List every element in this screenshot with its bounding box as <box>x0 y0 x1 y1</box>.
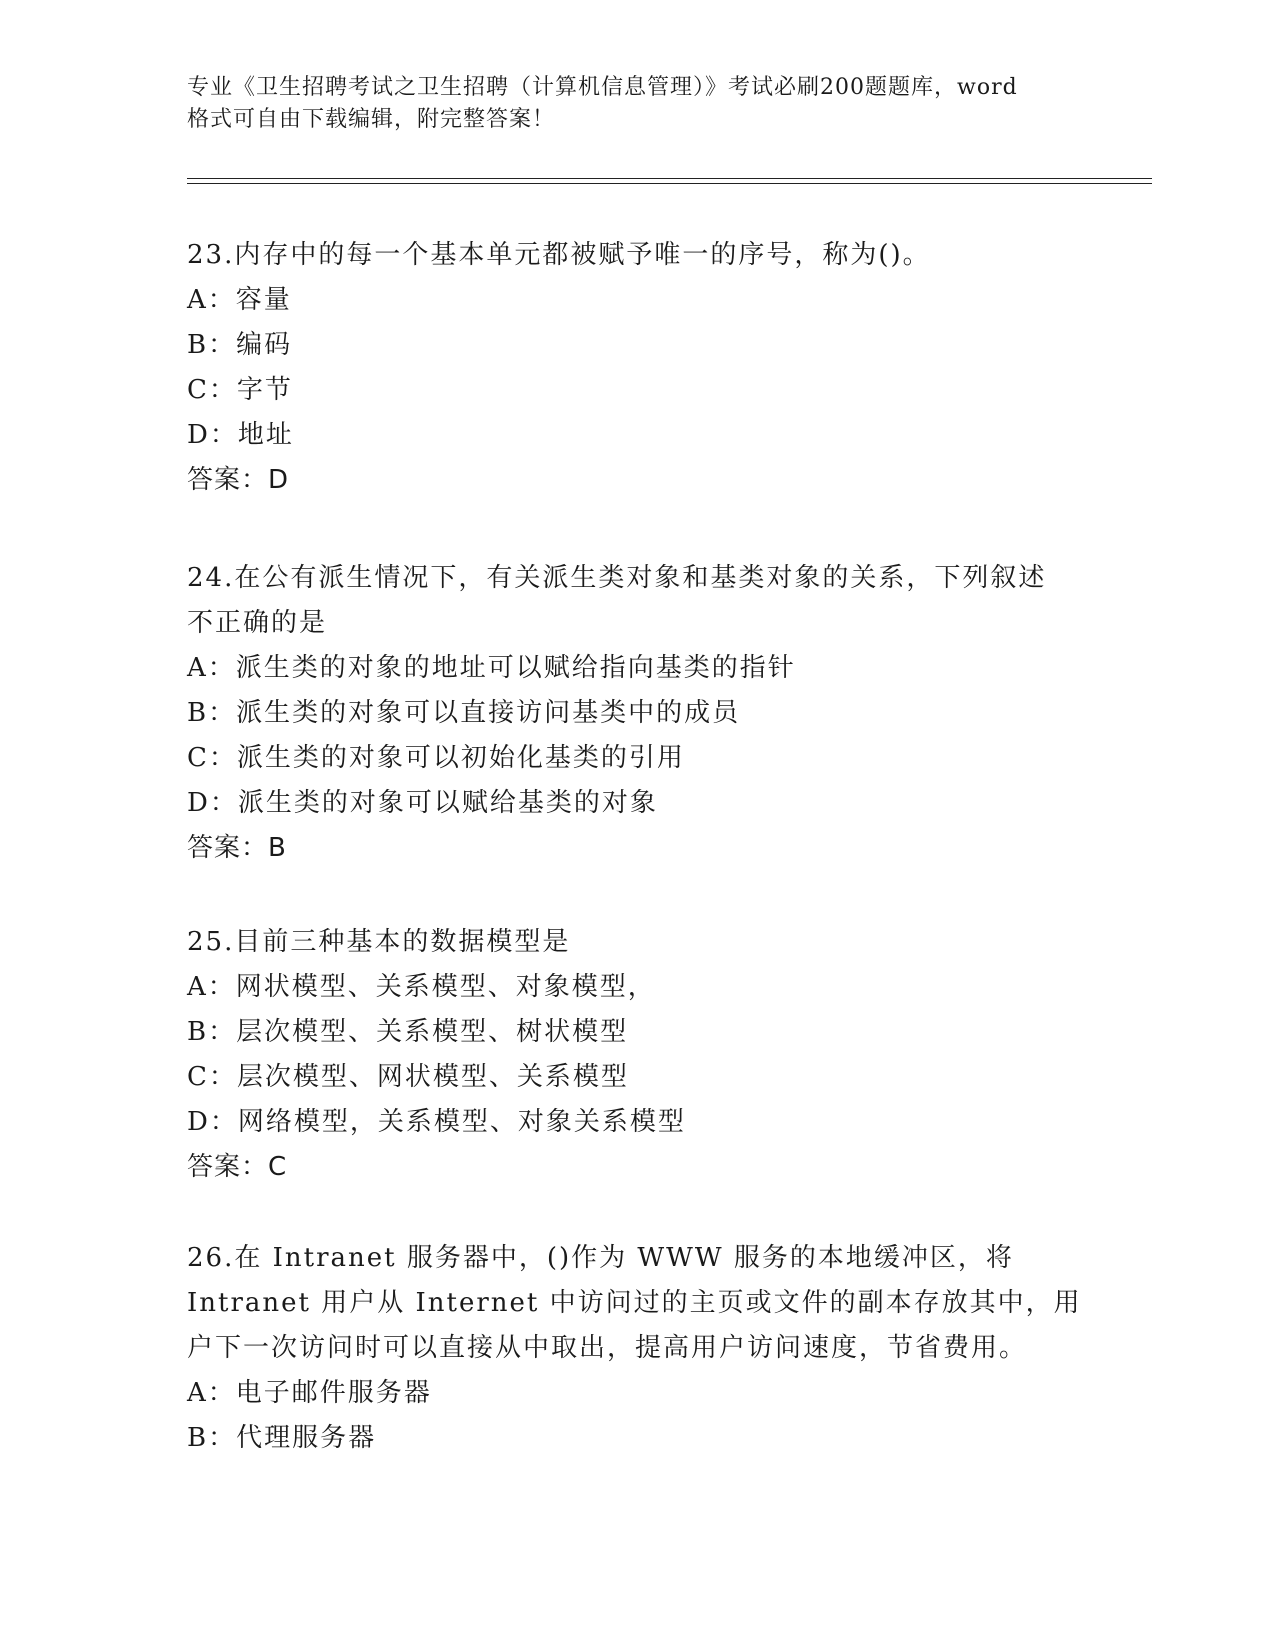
answer-option-a: A：网状模型、关系模型、对象模型， <box>187 972 656 1002</box>
answer-option-a: A：容量 <box>187 285 292 315</box>
answer-option-d: D：派生类的对象可以赋给基类的对象 <box>187 788 658 818</box>
question-stem: 不正确的是 <box>187 608 328 638</box>
question-block <box>187 556 1087 871</box>
answer-option-c: C：派生类的对象可以初始化基类的引用 <box>187 743 685 773</box>
question-stem: 24.在公有派生情况下，有关派生类对象和基类对象的关系，下列叙述 <box>187 563 1047 593</box>
question-block <box>187 1236 1087 1461</box>
answer-option-a: A：派生类的对象的地址可以赋给指向基类的指针 <box>187 653 796 683</box>
answer-key: 答案：B <box>187 833 287 863</box>
question-stem: 25.目前三种基本的数据模型是 <box>187 927 571 957</box>
header-title-line: 专业《卫生招聘考试之卫生招聘（计算机信息管理）》考试必刷200题题库，word <box>187 75 1018 100</box>
answer-key: 答案：C <box>187 1152 288 1182</box>
answer-option-d: D：地址 <box>187 420 294 450</box>
question-stem: 23.内存中的每一个基本单元都被赋予唯一的序号，称为()。 <box>187 240 931 270</box>
question-stem: 26.在 Intranet 服务器中，()作为 WWW 服务的本地缓冲区，将 <box>187 1243 1014 1273</box>
header-title-line: 格式可自由下载编辑，附完整答案！ <box>187 107 556 132</box>
answer-option-a: A：电子邮件服务器 <box>187 1378 432 1408</box>
answer-option-c: C：字节 <box>187 375 293 405</box>
answer-key: 答案：D <box>187 465 290 495</box>
document-header <box>187 72 1087 136</box>
answer-option-b: B：编码 <box>187 330 293 360</box>
answer-option-b: B：派生类的对象可以直接访问基类中的成员 <box>187 698 741 728</box>
header-divider <box>187 183 1152 184</box>
answer-option-c: C：层次模型、网状模型、关系模型 <box>187 1062 629 1092</box>
answer-option-d: D：网络模型，关系模型、对象关系模型 <box>187 1107 686 1137</box>
header-divider <box>187 178 1152 179</box>
question-block <box>187 920 1087 1190</box>
question-stem: Intranet 用户从 Internet 中访问过的主页或文件的副本存放其中，用 <box>187 1288 1082 1318</box>
question-stem: 户下一次访问时可以直接从中取出，提高用户访问速度，节省费用。 <box>187 1333 1028 1363</box>
question-block <box>187 233 1087 503</box>
answer-option-b: B：代理服务器 <box>187 1423 377 1453</box>
answer-option-b: B：层次模型、关系模型、树状模型 <box>187 1017 629 1047</box>
